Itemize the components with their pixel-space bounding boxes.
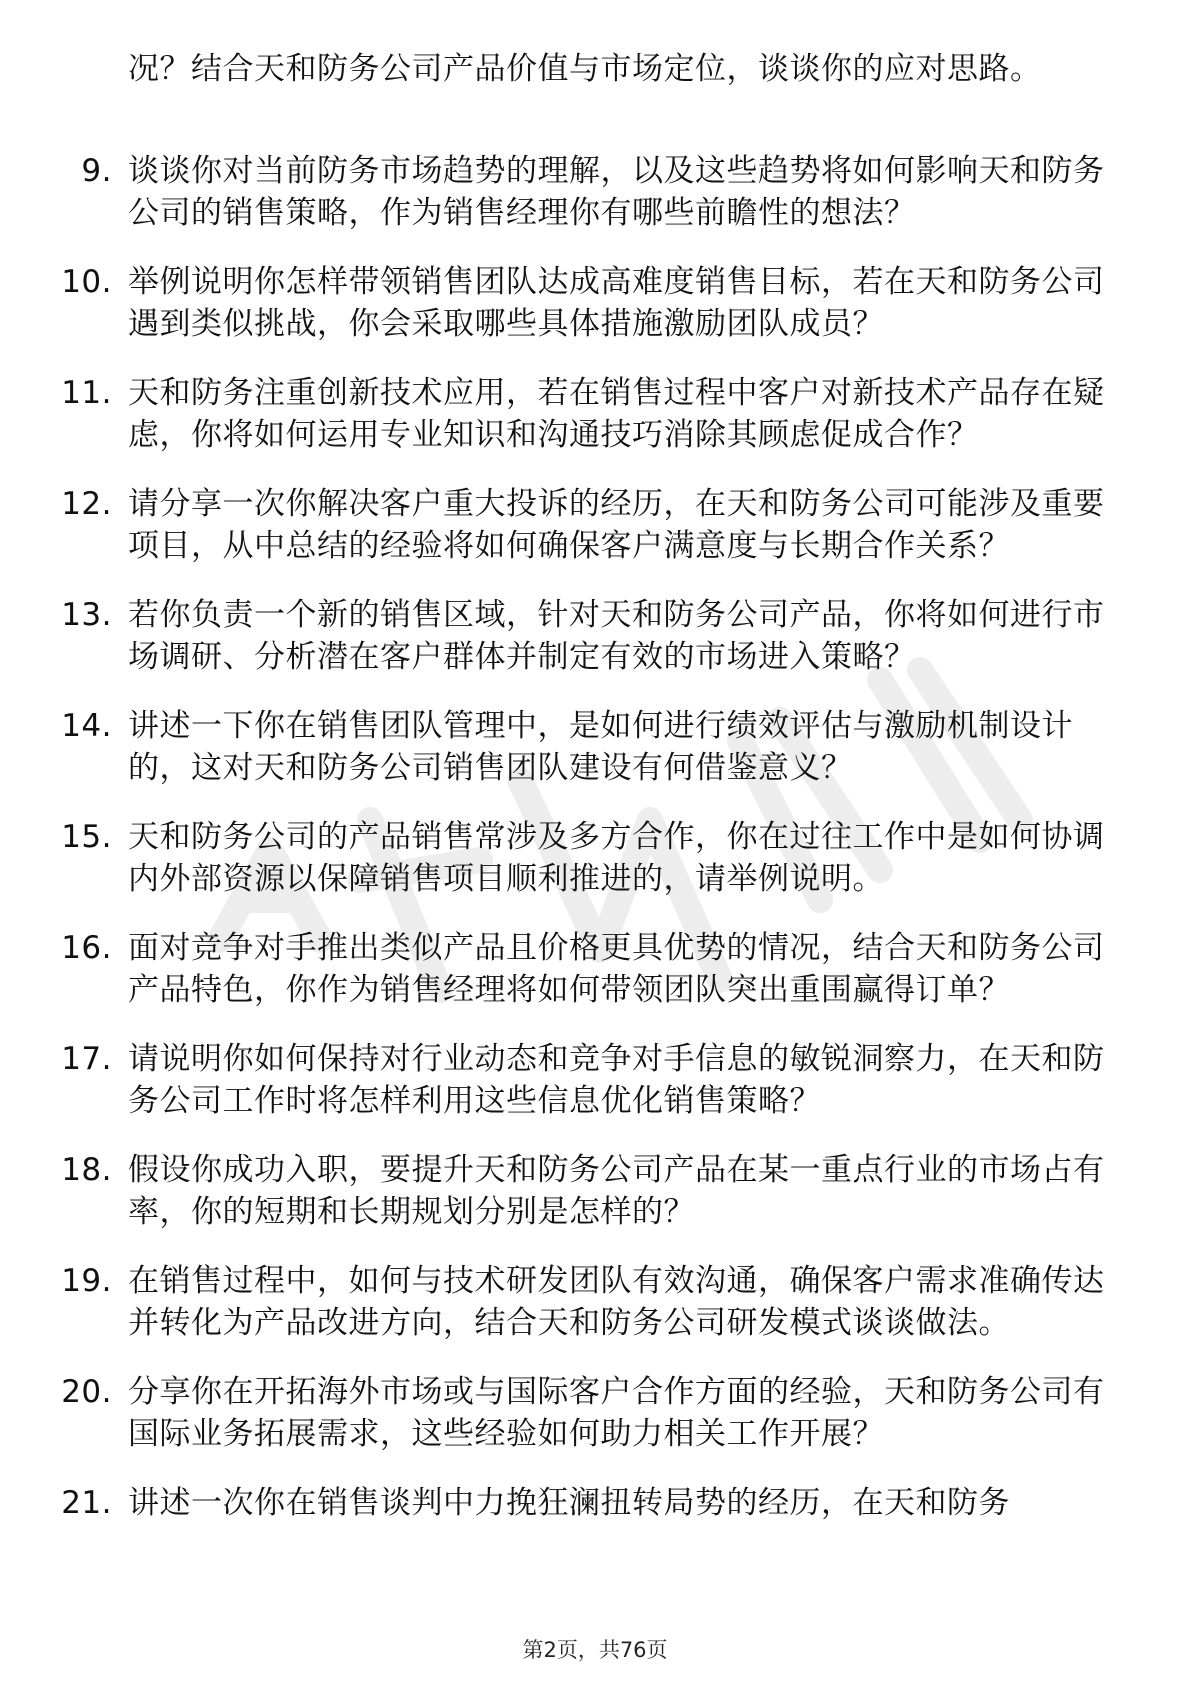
question-item <box>0 1260 1108 1344</box>
question-text: 举例说明你怎样带领销售团队达成高难度销售目标，若在天和防务公司遇到类似挑战，你会采取哪些具体措施激励团队成员？ <box>128 264 1105 342</box>
question-text: 若你负责一个新的销售区域，针对天和防务公司产品，你将如何进行市场调研、分析潜在客户群体并制定有效的市场进入策略？ <box>128 597 1105 675</box>
question-item <box>0 594 1108 678</box>
question-text: 天和防务公司的产品销售常涉及多方合作，你在过往工作中是如何协调内外部资源以保障销售项目顺利推进的，请举例说明。 <box>128 819 1105 897</box>
question-text: 面对竞争对手推出类似产品且价格更具优势的情况，结合天和防务公司产品特色，你作为销售经理将如何带领团队突出重围赢得订单？ <box>128 930 1105 1008</box>
question-text: 分享你在开拓海外市场或与国际客户合作方面的经验，天和防务公司有国际业务拓展需求，这些经验如何助力相关工作开展？ <box>128 1374 1105 1452</box>
question-number: 9. <box>81 153 112 189</box>
question-item <box>0 1371 1108 1455</box>
question-item <box>0 261 1108 345</box>
interview-question-list <box>0 150 1190 1551</box>
question-number: 12. <box>61 486 112 522</box>
question-text: 请说明你如何保持对行业动态和竞争对手信息的敏锐洞察力，在天和防务公司工作时将怎样利用这些信息优化销售策略？ <box>128 1041 1105 1119</box>
question-text: 假设你成功入职，要提升天和防务公司产品在某一重点行业的市场占有率，你的短期和长期规划分别是怎样的？ <box>128 1152 1105 1230</box>
question-number: 13. <box>61 597 112 633</box>
question-item <box>0 150 1108 234</box>
question-item <box>0 1482 1108 1524</box>
continuation-paragraph: 况？结合天和防务公司产品价值与市场定位，谈谈你的应对思路。 <box>128 51 1042 87</box>
question-item <box>0 1038 1108 1122</box>
question-text: 讲述一次你在销售谈判中力挽狂澜扭转局势的经历，在天和防务 <box>128 1485 1010 1521</box>
question-number: 16. <box>61 930 112 966</box>
question-item <box>0 816 1108 900</box>
question-number: 18. <box>61 1152 112 1188</box>
question-number: 19. <box>61 1263 112 1299</box>
question-number: 15. <box>61 819 112 855</box>
question-item <box>0 705 1108 789</box>
page-number-footer: 第2页，共76页 <box>522 1638 668 1662</box>
question-number: 14. <box>61 708 112 744</box>
question-item <box>0 372 1108 456</box>
question-number: 21. <box>61 1485 112 1521</box>
question-text: 谈谈你对当前防务市场趋势的理解，以及这些趋势将如何影响天和防务公司的销售策略，作为销售经理你有哪些前瞻性的想法？ <box>128 153 1105 231</box>
question-text: 讲述一下你在销售团队管理中，是如何进行绩效评估与激励机制设计的，这对天和防务公司销售团队建设有何借鉴意义？ <box>128 708 1073 786</box>
question-item <box>0 1149 1108 1233</box>
question-item <box>0 483 1108 567</box>
question-item <box>0 927 1108 1011</box>
question-text: 在销售过程中，如何与技术研发团队有效沟通，确保客户需求准确传达并转化为产品改进方向，结合天和防务公司研发模式谈谈做法。 <box>128 1263 1105 1341</box>
question-number: 17. <box>61 1041 112 1077</box>
question-number: 11. <box>61 375 112 411</box>
question-number: 10. <box>61 264 112 300</box>
question-number: 20. <box>61 1374 112 1410</box>
question-text: 请分享一次你解决客户重大投诉的经历，在天和防务公司可能涉及重要项目，从中总结的经验将如何确保客户满意度与长期合作关系？ <box>128 486 1105 564</box>
question-text: 天和防务注重创新技术应用，若在销售过程中客户对新技术产品存在疑虑，你将如何运用专业知识和沟通技巧消除其顾虑促成合作？ <box>128 375 1105 453</box>
